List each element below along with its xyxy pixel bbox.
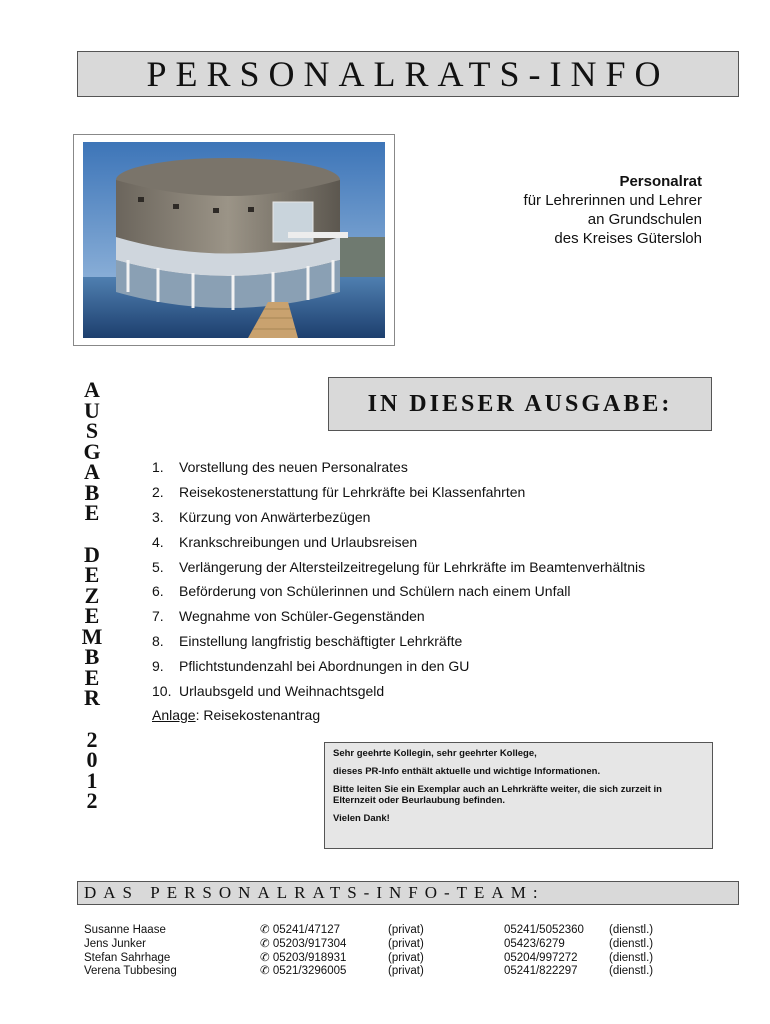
contact-name: Susanne Haase — [84, 924, 166, 936]
contact-private-phone: ✆ 05241/47127 — [260, 924, 340, 936]
toc-item — [152, 480, 712, 505]
toc-text: Kürzung von Anwärterbezügen — [179, 508, 371, 525]
edition-digit: 0 — [86, 747, 98, 772]
note-line-1: dieses PR-Info enthält aktuelle und wichtige Informationen. — [333, 766, 601, 777]
toc-text: Vorstellung des neuen Personalrates — [179, 459, 408, 476]
note-thanks: Vielen Dank! — [333, 813, 390, 824]
toc-text: Verlängerung der Altersteilzeitregelung für Lehrkräfte im Beamtenverhältnis — [179, 558, 646, 575]
contact-work-label: (dienstl.) — [609, 937, 654, 950]
toc-number: 1. — [152, 459, 164, 476]
edition-letter: E — [84, 664, 100, 690]
toc-number: 4. — [152, 533, 164, 550]
toc-item — [152, 678, 712, 703]
contact-row — [84, 952, 669, 966]
edition-letter: G — [83, 438, 101, 464]
edition-letter: E — [84, 603, 100, 628]
toc-item — [152, 629, 712, 654]
toc-item — [152, 579, 712, 604]
toc-text: Krankschreibungen und Urlaubsreisen — [179, 533, 418, 550]
contact-table — [84, 924, 669, 979]
toc-number: 9. — [152, 657, 164, 674]
org-line-3: des Kreises Gütersloh — [554, 230, 702, 247]
toc-text: Wegnahme von Schüler-Gegenständen — [179, 608, 425, 625]
attachment-text: : Reisekostenantrag — [195, 706, 321, 723]
edition-letter: B — [84, 644, 100, 669]
toc-number: 8. — [152, 632, 164, 649]
toc-number: 5. — [152, 558, 164, 575]
contact-private-label: (privat) — [388, 965, 424, 978]
edition-letter: R — [84, 685, 100, 710]
contact-work-label: (dienstl.) — [609, 924, 654, 936]
toc-item — [152, 653, 712, 678]
toc-item — [152, 455, 712, 480]
edition-letter: D — [84, 541, 100, 567]
team-heading-bar — [77, 881, 739, 905]
edition-letter: S — [85, 418, 99, 443]
contact-private-label: (privat) — [388, 951, 424, 964]
contact-row — [84, 938, 669, 952]
contact-name: Stefan Sahrhage — [84, 951, 171, 964]
toc-number: 10. — [152, 682, 172, 699]
contact-work-phone: 05241/822297 — [504, 965, 578, 978]
edition-digit: 2 — [86, 788, 98, 813]
toc-number: 2. — [152, 484, 164, 501]
issue-heading: IN DIESER AUSGABE: — [367, 390, 673, 417]
contact-name: Jens Junker — [84, 937, 147, 950]
toc-item — [152, 604, 712, 629]
contact-name: Verena Tubbesing — [84, 965, 177, 978]
building-photo-frame — [73, 134, 395, 346]
contact-private-phone: ✆ 05203/918931 — [260, 951, 347, 964]
attachment-line — [152, 703, 712, 727]
org-line-1: für Lehrerinnen und Lehrer — [523, 192, 702, 209]
edition-letter: E — [84, 500, 100, 525]
team-heading: DAS PERSONALRATS-INFO-TEAM: — [84, 883, 545, 902]
toc-number: 6. — [152, 583, 164, 600]
edition-letter: Z — [84, 582, 100, 608]
building-photo — [83, 142, 385, 338]
issue-heading-box — [328, 377, 712, 431]
edition-letter: M — [81, 623, 103, 649]
contact-work-phone: 05241/5052360 — [504, 924, 584, 936]
toc-item — [152, 505, 712, 530]
toc-text: Pflichtstundenzahl bei Abordnungen in den GU — [179, 657, 470, 674]
toc-number: 3. — [152, 508, 164, 525]
note-salutation: Sehr geehrte Kollegin, sehr geehrter Kollege, — [333, 748, 537, 759]
edition-letter: A — [84, 377, 100, 402]
contact-private-label: (privat) — [388, 924, 424, 936]
org-line-2: an Grundschulen — [587, 211, 702, 228]
note-line-2: Bitte leiten Sie ein Exemplar auch an Lehrkräfte weiter, die sich zurzeit in Elternzeit oder Beurlaubung befinden. — [333, 784, 662, 806]
table-of-contents — [152, 455, 712, 727]
contact-work-phone: 05204/997272 — [504, 951, 578, 964]
toc-item — [152, 554, 712, 579]
toc-text: Einstellung langfristig beschäftigter Lehrkräfte — [179, 632, 463, 649]
attachment-label: Anlage — [152, 706, 196, 723]
edition-letter: B — [84, 479, 100, 505]
edition-vertical-label — [80, 377, 104, 813]
toc-item — [152, 529, 712, 554]
edition-letter: A — [84, 459, 100, 484]
edition-letter: U — [84, 397, 100, 423]
building-illustration — [83, 142, 385, 338]
toc-number: 7. — [152, 608, 164, 625]
contact-work-phone: 05423/6279 — [504, 937, 565, 950]
toc-text: Reisekostenerstattung für Lehrkräfte bei Klassenfahrten — [179, 484, 526, 501]
contact-row — [84, 924, 669, 938]
edition-digit: 1 — [86, 767, 98, 793]
title-banner — [77, 51, 739, 97]
page-title: PERSONALRATS-INFO — [146, 54, 670, 94]
contact-private-phone: ✆ 0521/3296005 — [260, 965, 347, 978]
reader-note-box — [324, 742, 713, 849]
edition-digit: 2 — [86, 726, 98, 752]
contact-private-phone: ✆ 05203/917304 — [260, 937, 347, 950]
toc-text: Beförderung von Schülerinnen und Schülern nach einem Unfall — [179, 583, 571, 600]
contact-row — [84, 965, 669, 979]
contact-work-label: (dienstl.) — [609, 951, 654, 964]
edition-letter: E — [84, 562, 100, 587]
org-name: Personalrat — [619, 173, 702, 190]
toc-text: Urlaubsgeld und Weihnachtsgeld — [179, 682, 385, 699]
organization-block — [524, 172, 702, 248]
contact-work-label: (dienstl.) — [609, 965, 654, 978]
contact-private-label: (privat) — [388, 937, 424, 950]
